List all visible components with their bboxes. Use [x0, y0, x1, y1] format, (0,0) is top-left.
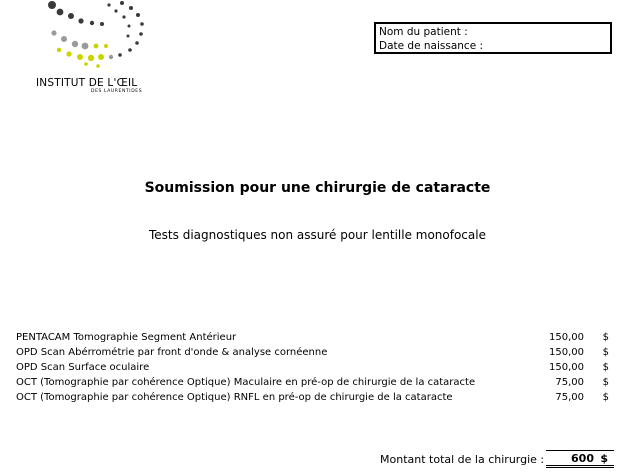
total-currency: $ [600, 452, 608, 465]
total-amount: 600 [571, 452, 594, 465]
item-price: 150,00 [549, 347, 584, 358]
item-price: 150,00 [549, 362, 584, 373]
document-subtitle: Tests diagnostiques non assuré pour lentille monofocale [149, 228, 486, 242]
total-amount-box [546, 450, 614, 468]
item-currency: $ [602, 392, 609, 403]
item-price: 75,00 [555, 392, 584, 403]
item-currency: $ [602, 332, 609, 343]
list-item [16, 375, 616, 390]
list-item [16, 390, 616, 405]
patient-name-label: Nom du patient : [379, 26, 468, 38]
item-currency: $ [602, 377, 609, 388]
item-price: 150,00 [549, 332, 584, 343]
item-currency: $ [602, 347, 609, 358]
items-list [16, 330, 616, 405]
total-label: Montant total de la chirurgie : [380, 453, 545, 466]
list-item [16, 345, 616, 360]
item-price: 75,00 [555, 377, 584, 388]
list-item [16, 360, 616, 375]
list-item [16, 330, 616, 345]
institute-logo [30, 0, 160, 100]
item-description: OCT (Tomographie par cohérence Optique) RNFL en pré-op de chirurgie de la cataracte [16, 392, 453, 403]
item-description: OPD Scan Abérrométrie par front d'onde & analyse cornéenne [16, 347, 328, 358]
logo-name: INSTITUT DE L'ŒIL [36, 77, 138, 89]
item-description: OCT (Tomographie par cohérence Optique) Maculaire en pré-op de chirurgie de la cataracte [16, 377, 476, 388]
logo-dots-icon [38, 0, 153, 75]
birth-date-label: Date de naissance : [379, 40, 484, 52]
item-description: OPD Scan Surface oculaire [16, 362, 150, 373]
item-currency: $ [602, 362, 609, 373]
document-title: Soumission pour une chirurgie de cataracte [144, 180, 491, 196]
patient-info-box [374, 22, 612, 54]
logo-subtitle: DES LAURENTIDES [91, 89, 143, 94]
item-description: PENTACAM Tomographie Segment Antérieur [16, 332, 237, 343]
